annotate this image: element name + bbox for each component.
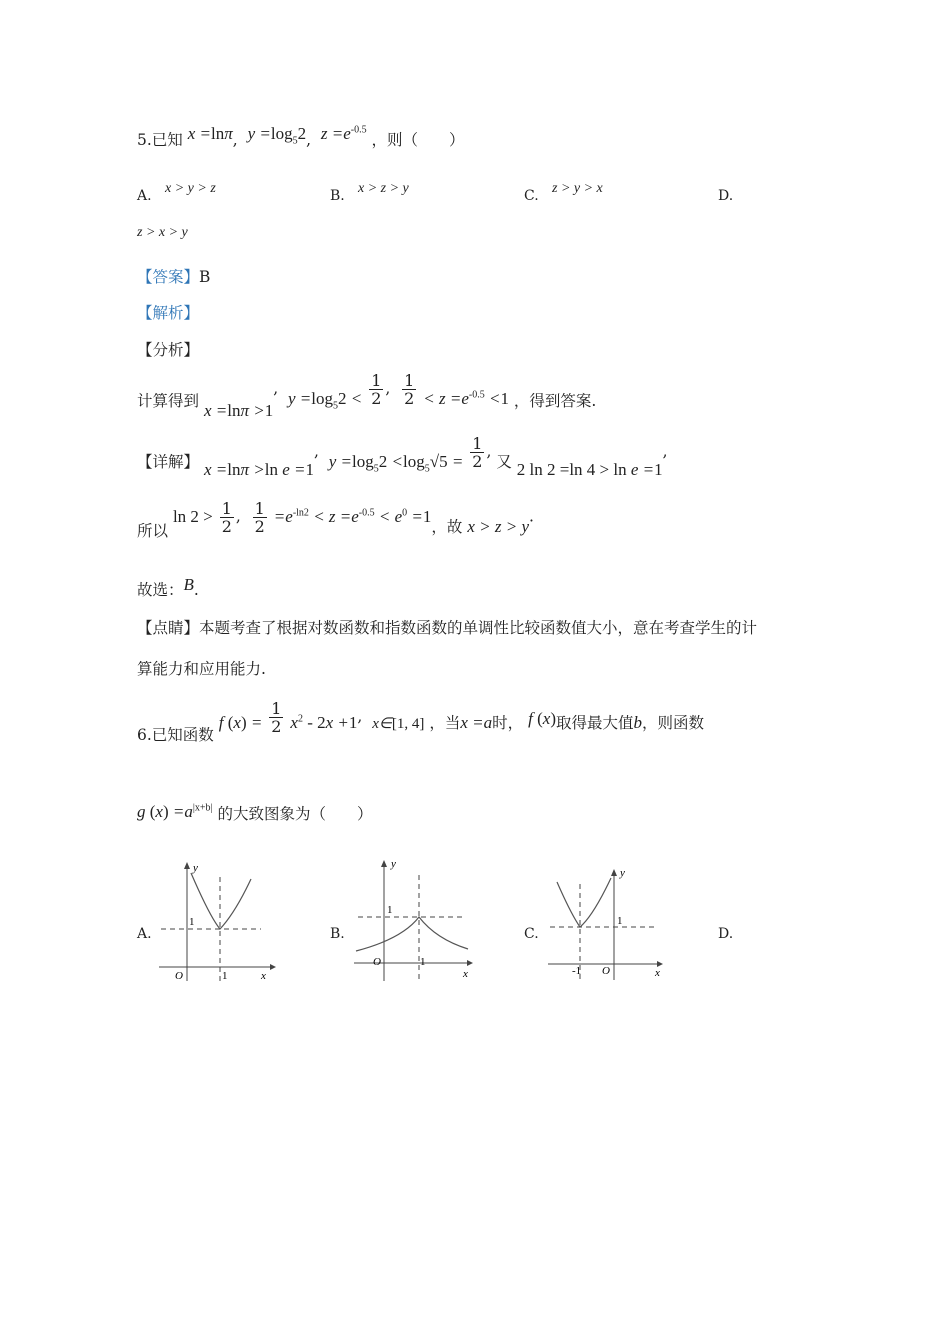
you-word: 又 — [496, 452, 512, 471]
suoyi-ln2: ln 2 > — [172, 506, 213, 526]
q5-option-d: z > x > y — [137, 225, 188, 240]
analysis-tag: 【解析】 — [137, 304, 200, 322]
xiangjie-tag: 【详解】 — [137, 452, 200, 471]
y-axis-arrow — [184, 862, 190, 869]
x-label: x — [463, 968, 468, 980]
q6-option-a-label: A. — [137, 926, 152, 942]
tick-one-x: 1 — [222, 970, 228, 982]
tick-one-y: 1 — [387, 904, 393, 916]
curve — [356, 917, 468, 951]
origin-label: O — [373, 956, 381, 968]
q6-g-line — [137, 800, 372, 822]
xiangjie-ln2: 2 ln 2 =ln 4 > ln e =1 — [516, 459, 663, 479]
q5-y-def: $y =\log_52$ — [247, 124, 307, 147]
fenxi-line: 计算得到 x =lnπ >1, $y =\log_52$ < $\frac{1}{2}$ , $\frac{1}{2}$ < $z =e^{-0.5} <1$ ，得到答案. — [137, 371, 597, 420]
fraction-half: $\frac{1}{2}$ — [371, 371, 382, 408]
fenxi-lead: 计算得到 — [137, 391, 200, 410]
dianjing-text-1: 本题考查了根据对数函数和指数函数的单调性比较函数值大小，意在考查学生的计 — [199, 619, 758, 637]
q5-z-def: $z =e^{-0.5}$ — [320, 124, 367, 143]
dianjing-line-2: 算能力和应用能力. — [137, 660, 266, 678]
graph-c — [545, 862, 670, 982]
x-label: x — [655, 967, 660, 979]
origin-label: O — [175, 970, 183, 982]
dianjing-line-1 — [137, 616, 757, 638]
suoyi-line: 所以 ln 2 > $\frac{1}{2}$ , $\frac{1}{2}$ $=e^{-ln2} < z =e^{-0.5} < e^0 =1$，故 x > z > y. — [137, 499, 534, 540]
q6-option-d-label: D. — [718, 926, 734, 942]
guxuan-word: 故选： — [137, 581, 184, 599]
curve — [557, 878, 611, 927]
q6-stem: 6.已知函数 f (x) = $\frac{1}{2}$ $x^2 - 2x +1$, x∈[1, 4] ，当x =a时， f (x)取得最大值b，则函数 — [137, 699, 705, 744]
q6-f-rest: $x^2 - 2x +1$ — [290, 712, 358, 732]
y-axis-arrow — [381, 860, 387, 867]
q5-option-c: z > y > x — [552, 181, 603, 196]
x-axis-arrow — [467, 960, 473, 966]
q5-option-b-label: B. — [330, 188, 345, 204]
fenxi-z-ineq: < $z =e^{-0.5} <1$ — [423, 388, 509, 408]
q5-answer — [137, 265, 210, 287]
q6-number: 6.已知函数 — [137, 725, 214, 744]
xiangjie-line: 【详解】 x =lnπ >ln e =1, $y =\log_52 <\log_5√5$ = $\frac{1}{2}$ , 又 2 ln 2 =ln 4 > ln e =1, — [137, 434, 668, 479]
q6-f-def: f (x) = — [218, 712, 263, 732]
fraction-half: $\frac{1}{2}$ — [271, 699, 282, 736]
suoyi-result: x > z > y — [467, 516, 530, 536]
fraction-half: $\frac{1}{2}$ — [221, 499, 232, 536]
x-axis-arrow — [270, 964, 276, 970]
q5-option-a-label: A. — [137, 188, 152, 204]
xiangjie-y: $y =\log_52 <\log_5√5$ = — [328, 451, 464, 474]
q5-option-d-label: D. — [718, 188, 734, 204]
q6-g-def: g $(x) =a^{|x+b|}$ — [137, 802, 213, 821]
q5-stem: 5.已知 x =lnπ, $y =\log_52$, $z =e^{-0.5}$ ，则（ ） — [137, 124, 465, 149]
q6-domain: x∈[1, 4] — [372, 715, 425, 732]
q5-option-c-label: C. — [524, 188, 539, 204]
fraction-half: $\frac{1}{2}$ — [404, 371, 415, 408]
fraction-half: $\frac{1}{2}$ — [254, 499, 265, 536]
q5-option-b: x > z > y — [358, 181, 409, 196]
xiangjie-x: x =lnπ >ln e =1 — [203, 459, 314, 479]
y-label: y — [620, 867, 625, 879]
graph-a — [155, 855, 280, 985]
tick-one-x: 1 — [420, 956, 426, 968]
answer-tag: 【答案】 — [137, 268, 200, 286]
y-axis-arrow — [611, 869, 617, 876]
y-label: y — [391, 858, 396, 870]
tick-neg-one-x: -1 — [572, 965, 582, 977]
q5-option-a: x > y > z — [165, 181, 216, 196]
q6-take-max: 取得最大值 — [555, 713, 634, 732]
q6-then: ，则函数 — [642, 713, 705, 732]
q5-number: 5.已知 — [137, 131, 183, 149]
dianjing-tag: 【点睛】 — [137, 619, 200, 637]
q6-shi: 时， — [492, 713, 524, 732]
gu-word: ，故 — [431, 517, 463, 536]
q6-fx: f (x) — [528, 708, 556, 728]
fenxi-end: ，得到答案. — [513, 391, 597, 410]
curve — [191, 873, 251, 929]
q6-mid: ，当 — [429, 713, 461, 732]
suoyi-word: 所以 — [137, 521, 169, 540]
suoyi-chain: $=e^{-ln2} < z =e^{-0.5} < e^0 =1$ — [273, 506, 432, 526]
q5-stem-end: ，则（ ） — [371, 131, 465, 149]
tick-one-y: 1 — [617, 915, 623, 927]
guxuan-value: B — [183, 575, 194, 594]
answer-value: B — [199, 268, 211, 286]
q6-x-eq-a: x =a — [460, 712, 493, 732]
fraction-half: $\frac{1}{2}$ — [472, 434, 483, 471]
q5-x-def: x =lnπ — [187, 124, 233, 143]
guxuan-line: 故选：B. — [137, 575, 199, 599]
tick-one-y: 1 — [189, 916, 195, 928]
y-label: y — [193, 862, 198, 874]
q6-tail: 的大致图象为（ ） — [217, 805, 373, 823]
graph-b — [350, 853, 480, 983]
q6-option-b-label: B. — [330, 926, 345, 942]
fenxi-y-ineq: $y =\log_52$ < — [288, 388, 363, 411]
q6-option-c-label: C. — [524, 926, 539, 942]
fenxi-tag: 【分析】 — [137, 341, 200, 359]
origin-label: O — [602, 965, 610, 977]
q6-b: b — [633, 712, 642, 732]
fenxi-x-ineq: x =lnπ >1 — [203, 400, 274, 420]
x-label: x — [261, 970, 266, 982]
